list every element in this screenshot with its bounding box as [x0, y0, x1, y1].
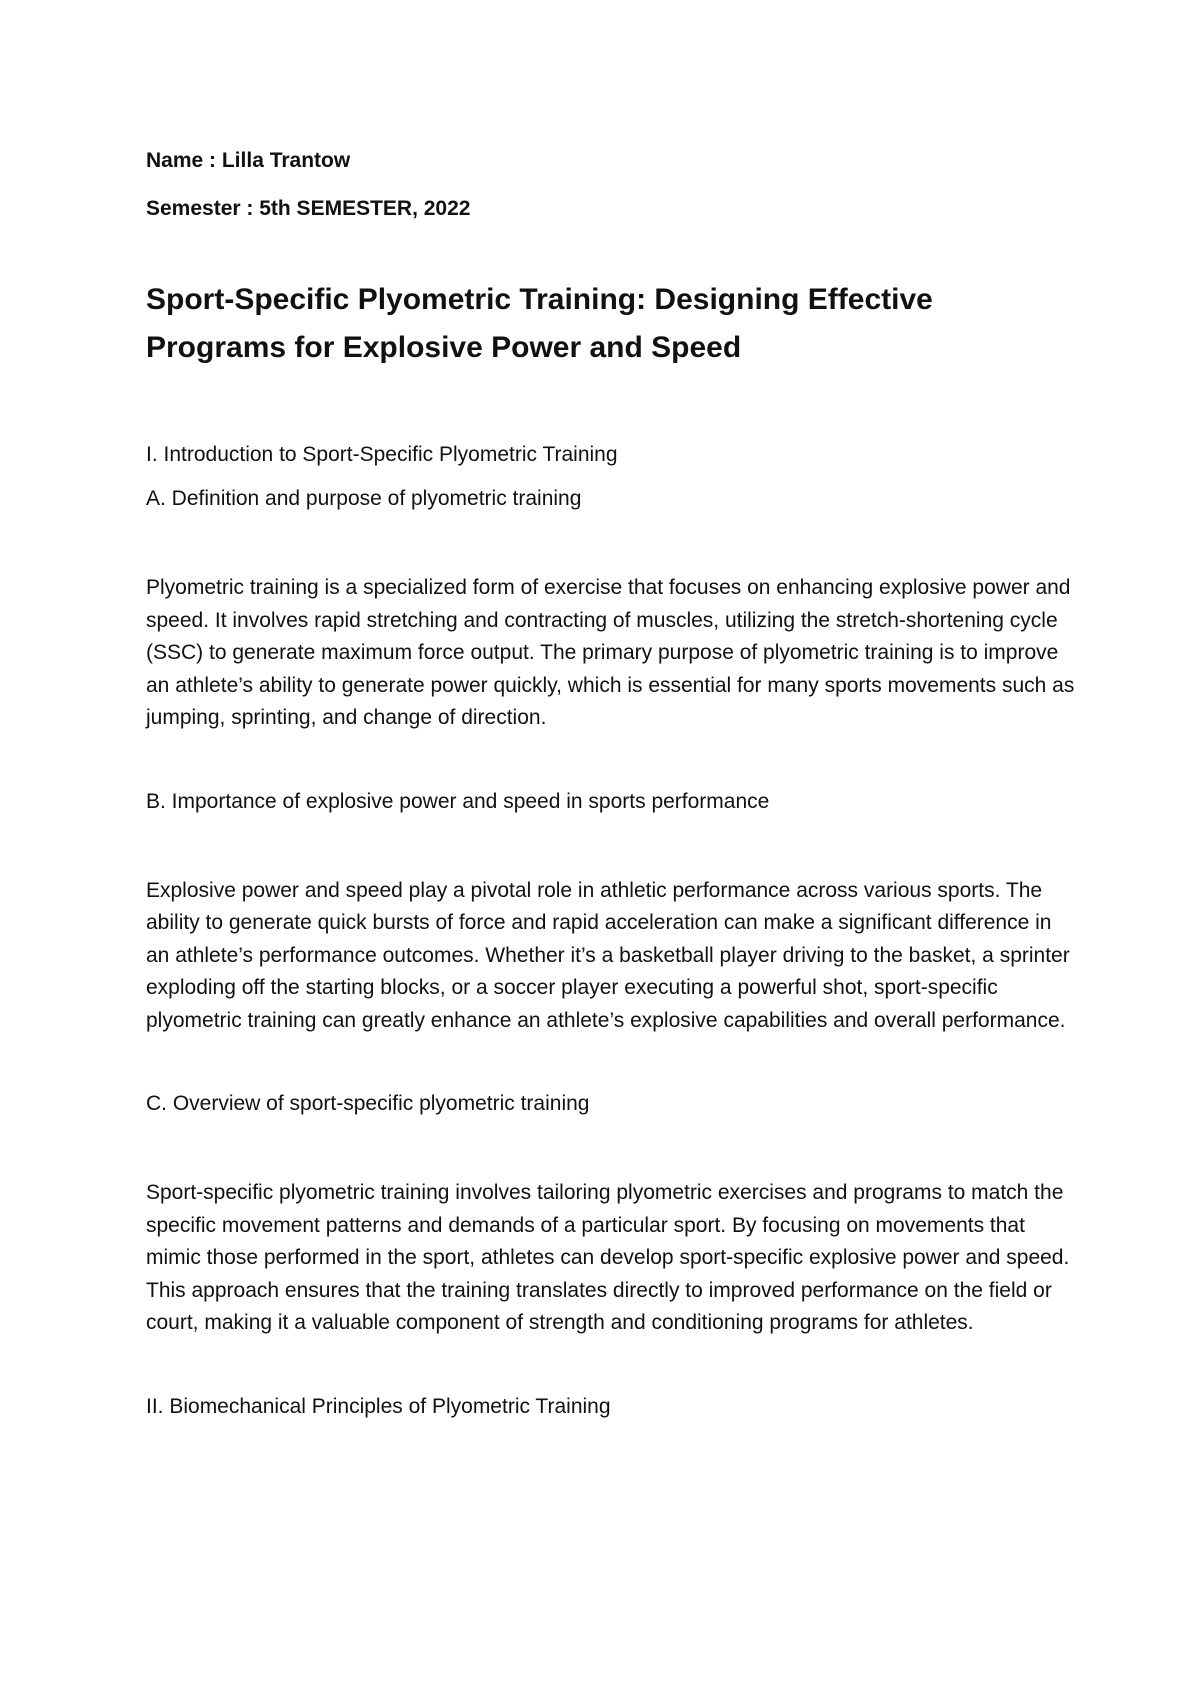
document-title: Sport-Specific Plyometric Training: Designing Effective Programs for Explosive Power and Speed — [146, 283, 933, 364]
paragraph-definition: Plyometric training is a specialized form of exercise that focuses on enhancing explosive power and speed. It involves rapid stretching and contracting of muscles, utilizing the stretch-shortening cycle (SSC) to generate maximum force output. The primary purpose of plyometric training is to improve an athlete’s ability to generate power quickly, which is essential for many sports movements such as jumping, sprinting, and change of direction. — [146, 576, 1075, 729]
student-name: Name : Lilla Trantow — [146, 149, 351, 172]
section-heading-introduction: I. Introduction to Sport-Specific Plyometric Training — [146, 443, 618, 466]
semester-info: Semester : 5th SEMESTER, 2022 — [146, 197, 471, 220]
subsection-heading-importance: B. Importance of explosive power and speed in sports performance — [146, 789, 770, 813]
paragraph-overview: Sport-specific plyometric training involves tailoring plyometric exercises and programs to match the specific movement patterns and demands of a particular sport. By focusing on movements that mimic those performed in the sport, athletes can develop sport-specific explosive power and speed. This approach ensures that the training translates directly to improved performance on the field or court, making it a valuable component of strength and conditioning programs for athletes. — [146, 1181, 1070, 1334]
document-content — [146, 146, 1076, 1422]
subsection-heading-overview: C. Overview of sport-specific plyometric training — [146, 1092, 590, 1115]
subsection-heading-definition: A. Definition and purpose of plyometric training — [146, 487, 582, 510]
section-heading-biomechanical: II. Biomechanical Principles of Plyometric Training — [146, 1394, 611, 1418]
paragraph-importance: Explosive power and speed play a pivotal role in athletic performance across various sports. The ability to generate quick bursts of force and rapid acceleration can make a significant difference in an athlete’s performance outcomes. Whether it’s a basketball player driving to the basket, a sprinter exploding off the starting blocks, or a soccer player executing a powerful shot, sport-specific plyometric training can greatly enhance an athlete’s explosive capabilities and overall performance. — [146, 878, 1070, 1032]
